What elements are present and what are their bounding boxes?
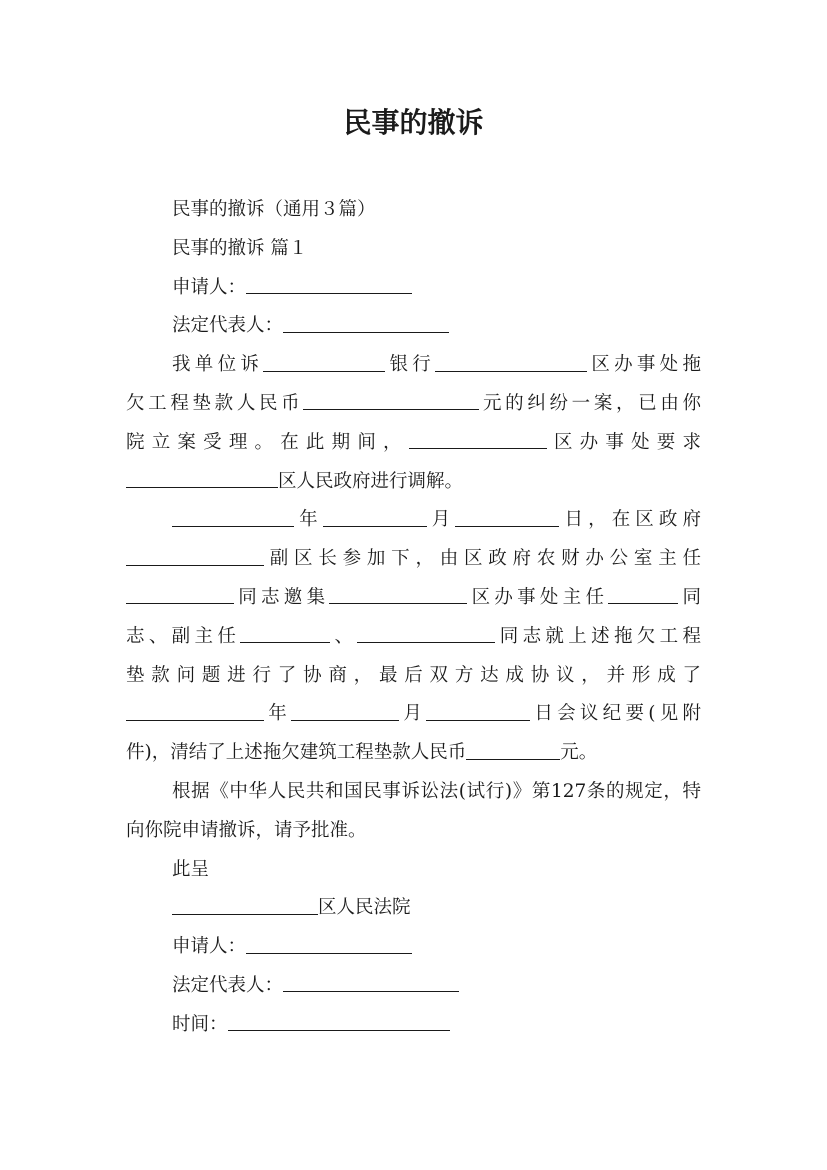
applicant-blank [246,274,412,294]
paragraph-3: 根据《中华人民共和国民事诉讼法(试行)》第127条的规定，特向你院申请撤诉，请予批准。 [126,780,701,841]
applicant-label-2: 申请人： [172,936,247,958]
representative-line-2 [126,967,701,1006]
text-span: 月 [426,509,456,531]
paragraph-2-line-5 [126,657,701,696]
representative-blank-2 [283,972,459,992]
blank-line [263,351,385,371]
blank-line [126,700,264,720]
blank-line [291,700,399,720]
text-span: 志、副主任 [126,625,241,647]
blank-line [435,351,587,371]
paragraph-1 [126,346,701,501]
document-title: 民事的撤诉 [343,106,484,139]
applicant-line [126,269,701,308]
representative-label: 法定代表人： [172,315,284,337]
time-label: 时间： [172,1013,228,1035]
blank-line [323,506,427,526]
paragraph-2-line-7 [126,734,701,773]
blank-line [126,468,278,488]
text-span: 区人民政府进行调解。 [278,470,464,492]
paragraph-1-line-4 [126,463,701,502]
text-span: 日会议纪要(见附 [530,703,701,725]
blank-line [172,506,294,526]
text-span: 区办事处主任 [467,586,609,608]
blank-line [608,584,678,604]
subtitle: 民事的撤诉（通用３篇） [172,199,376,220]
text-span: 同 [678,586,701,608]
representative-blank [283,312,449,332]
presented-line: 此呈 [172,858,210,880]
time-blank [228,1011,450,1031]
text-span: 垫款问题进行了协商，最后双方达成协议，并形成了 [126,664,701,686]
blank-line [466,739,560,759]
text-span: 年 [294,509,323,531]
paragraph-1-line-1 [126,346,701,385]
text-span: 我单位诉 [172,354,264,376]
representative-label-2: 法定代表人： [172,974,284,996]
text-span: 同志邀集 [234,586,330,608]
blank-line [126,545,264,565]
paragraph-2 [126,501,701,773]
text-span: 元。 [560,742,598,764]
text-span: 年 [264,703,292,725]
applicant-line-2 [126,928,701,967]
court-suffix: 区人民法院 [318,897,411,919]
paragraph-2-line-4 [126,618,701,657]
text-span: 元的纠纷一案，已由你 [479,392,701,414]
court-line [126,889,701,928]
paragraph-2-line-2 [126,540,701,579]
text-span: 日，在区政府 [559,509,701,531]
paragraph-2-line-1 [126,501,701,540]
blank-line [240,623,330,643]
document-body [126,191,701,1045]
blank-line [357,623,495,643]
blank-line [303,390,479,410]
text-span: 副区长参加下，由区政府农财办公室主任 [264,548,701,570]
text-span: 院立案受理。在此期间， [126,431,409,453]
representative-line [126,307,701,346]
text-span: 件)，清结了上述拖欠建筑工程垫款人民币 [126,742,467,764]
paragraph-2-line-3 [126,579,701,618]
paragraph-2-line-6 [126,695,701,734]
blank-line [455,506,559,526]
paragraph-1-line-2 [126,385,701,424]
blank-line [126,584,234,604]
section-heading: 民事的撤诉 篇１ [172,237,308,259]
text-span: 区办事处拖 [587,354,701,376]
text-span: 银行 [385,354,436,376]
text-span: 欠工程垫款人民币 [126,392,304,414]
court-blank [172,894,318,914]
paragraph-1-line-3 [126,424,701,463]
blank-line [426,700,530,720]
applicant-label: 申请人： [172,276,247,298]
blank-line [409,429,547,449]
applicant-blank-2 [246,933,412,953]
time-line [126,1006,701,1045]
text-span: 月 [399,703,427,725]
text-span: 、 [330,625,358,647]
blank-line [329,584,467,604]
text-span: 区办事处要求 [546,431,701,453]
text-span: 同志就上述拖欠工程 [495,625,701,647]
